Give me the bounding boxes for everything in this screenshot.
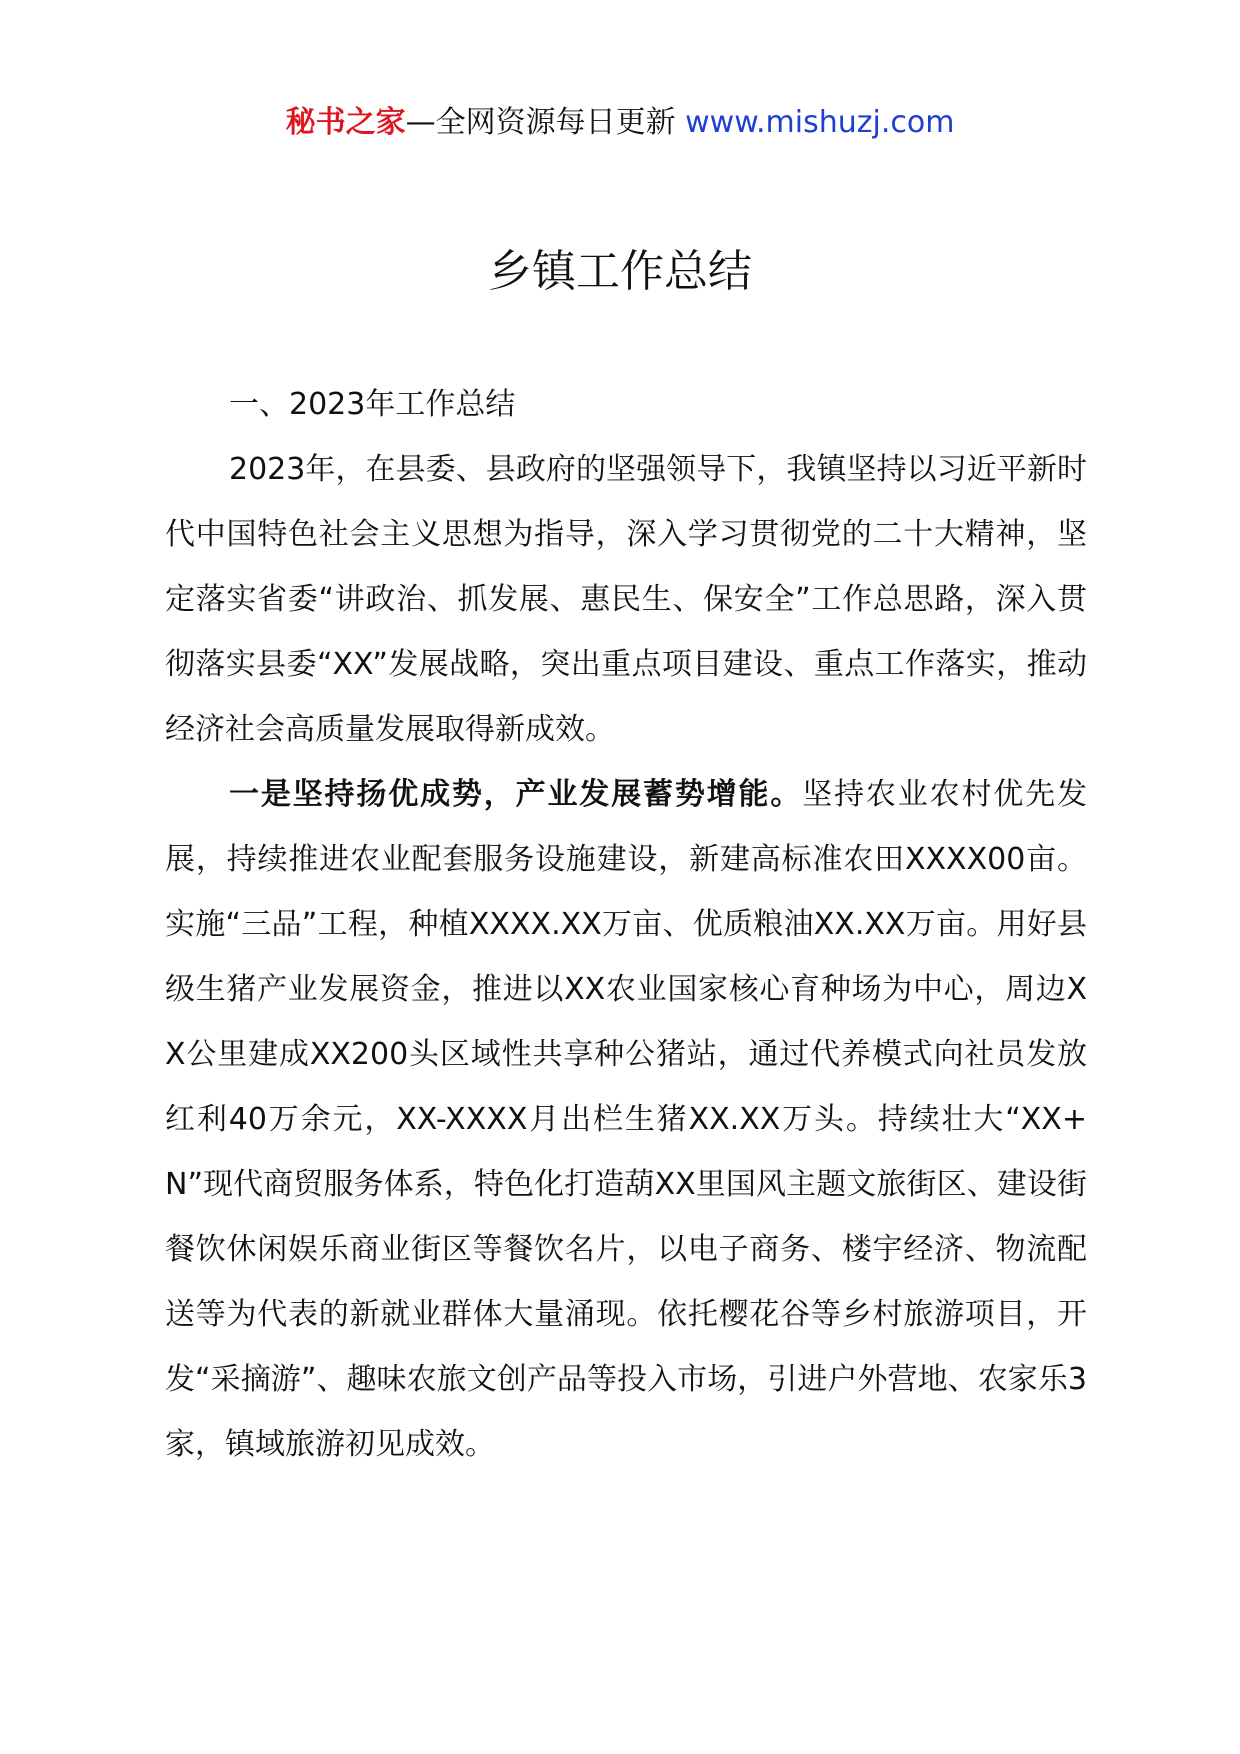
page-header bbox=[0, 100, 1240, 146]
paragraph-intro: 2023年，在县委、县政府的坚强领导下，我镇坚持以习近平新时代中国特色社会主义思想为指导，深入学习贯彻党的二十大精神，坚定落实省委“讲政治、抓发展、惠民生、保安全”工作总思路，深入贯彻落实县委“XX”发展战略，突出重点项目建设、重点工作落实，推动经济社会高质量发展取得新成效。 bbox=[165, 452, 1087, 747]
document-title: 乡镇工作总结 bbox=[488, 246, 752, 297]
header-tagline: —全网资源每日更新 bbox=[405, 105, 676, 140]
paragraph-industry-body: 坚持农业农村优先发展，持续推进农业配套服务设施建设，新建高标准农田XXXX00亩。实施“三品”工程，种植XXXX.XX万亩、优质粮油XX.XX万亩。用好县级生猪产业发展资金，推进以XX农业国家核心育种场为中心，周边XX公里建成XX200头区域性共享种公猪站，通过代养模式向社员发放红利40万余元，XX-XXXX月出栏生猪XX.XX万头。持续壮大“XX+N”现代商贸服务体系，特色化打造葫XX里国风主题文旅街区、建设街餐饮休闲娱乐商业街区等餐饮名片，以电子商务、楼宇经济、物流配送等为代表的新就业群体大量涌现。依托樱花谷等乡村旅游项目，开发“采摘游”、趣味农旅文创产品等投入市场，引进户外营地、农家乐3家，镇域旅游初见成效。 bbox=[165, 777, 1088, 1462]
paragraph-industry bbox=[165, 762, 1087, 1477]
section-heading: 一、2023年工作总结 bbox=[229, 387, 516, 422]
brand-name: 秘书之家 bbox=[285, 105, 406, 140]
paragraph-lead-heading: 一是坚持扬优成势，产业发展蓄势增能。 bbox=[229, 777, 803, 812]
site-url-link[interactable]: www.mishuzj.com bbox=[685, 105, 955, 140]
document-body bbox=[165, 372, 1087, 1477]
